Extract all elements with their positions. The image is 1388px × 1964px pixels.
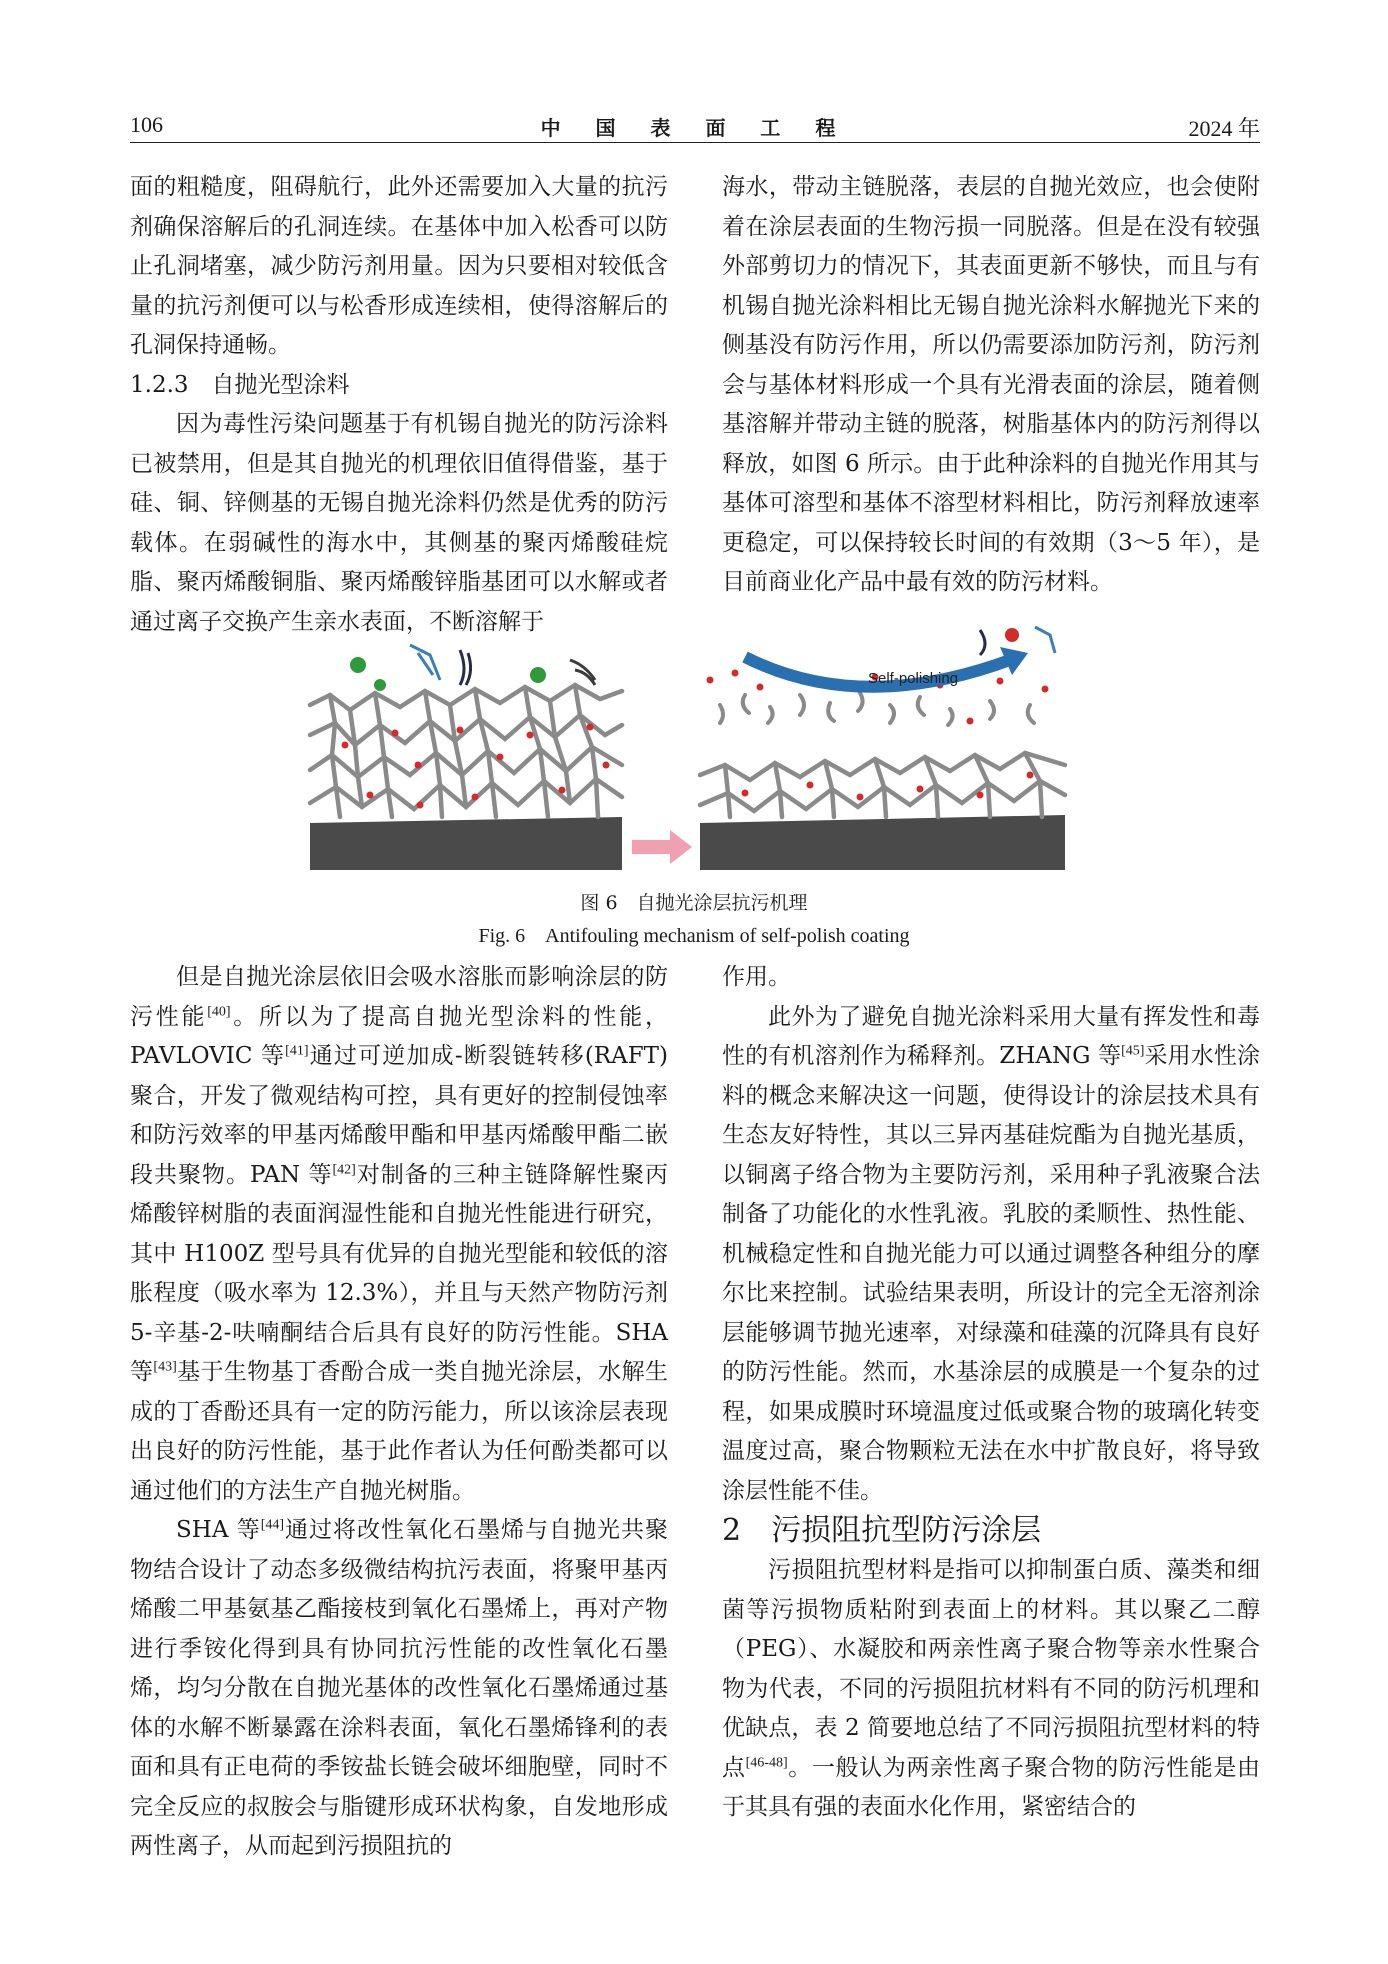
- section-heading: 2 污损阻抗型防污涂层: [722, 1513, 1042, 1548]
- text-span: 基于生物基丁香酚合成一类自抛光涂层，水解生成的丁香酚还具有一定的防污能力，所以该涂层表现出良好的防污性能，基于此作者认为任何酚类都可以通过他们的方法生产自抛光树脂。: [130, 1359, 669, 1504]
- text-span: 污损阻抗型材料是指可以抑制蛋白质、藻类和细菌等污损物质粘附到表面上的材料。其以聚乙二醇（PEG）、水凝胶和两亲性离子聚合物等亲水性聚合物为代表，不同的污损阻抗材料有不同的防污机理和优缺点，表 2 简要地总结了不同污损阻抗型材料的特点: [722, 1557, 1260, 1781]
- text-span: 但是自抛光涂层依旧会吸水溶胀而影响涂层的防污性能: [130, 964, 668, 1030]
- transition-arrow: [632, 830, 692, 864]
- released-side-groups: [720, 693, 1034, 725]
- self-polishing-label: Self-polishing: [868, 670, 959, 687]
- left-column-bottom: [130, 958, 668, 1867]
- citation: [45]: [1121, 1043, 1145, 1059]
- text-span: 。所以为了提高自抛光型涂料的性能，PAVLOVIC 等: [130, 1003, 669, 1069]
- citation: [41]: [285, 1043, 309, 1059]
- paragraph: 作用。: [722, 964, 791, 990]
- substrate-right: [700, 815, 1065, 870]
- polymer-network-left: [310, 685, 622, 817]
- text-span: 通过将改性氧化石墨烯与自抛光共聚物结合设计了动态多级微结构抗污表面，将聚甲基丙烯酸二甲基氨基乙酯接枝到氧化石墨烯上，再对产物进行季铵化得到具有协同抗污性能的改性氧化石墨烯，均匀分散在自抛光基体的改性氧化石墨烯通过基体的水解不断暴露在涂料表面，氧化石墨烯锋利的表面和具有正电荷的季铵盐长链会破坏细胞壁，同时不完全反应的叔胺会与脂键形成环状构象，自发地形成两性离子，从而起到污损阻抗的: [130, 1517, 668, 1859]
- right-column-top: [722, 168, 1260, 603]
- text-span: 采用水性涂料的概念来解决这一问题，使得设计的涂层技术具有生态友好特性，其以三异丙基硅烷酯为自抛光基质，以铜离子络合物为主要防污剂，采用种子乳液聚合法制备了功能化的水性乳液。乳胶的柔顺性、热性能、机械稳定性和自抛光能力可以通过调整各种组分的摩尔比来控制。试验结果表明，所设计的完全无溶剂涂层能够调节抛光速率，对绿藻和硅藻的沉降具有良好的防污性能。然而，水基涂层的成膜是一个复杂的过程，如果成膜时环境温度过低或聚合物的玻璃化转变温度过高，聚合物颗粒无法在水中扩散良好，将导致涂层性能不佳。: [722, 1043, 1261, 1504]
- subsection-heading: 1.2.3 自抛光型涂料: [130, 371, 350, 398]
- paragraph: 因为毒性污染问题基于有机锡自抛光的防污涂料已被禁用，但是其自抛光的机理依旧值得借鉴，基于硅、铜、锌侧基的无锡自抛光涂料仍然是优秀的防污载体。在弱碱性的海水中，其侧基的聚丙烯酸硅烷脂、聚丙烯酸铜脂、聚丙烯酸锌脂基团可以水解或者通过离子交换产生亲水表面，不断溶解于: [130, 411, 668, 635]
- polymer-network-right: [700, 753, 1065, 817]
- text-span: 通过可逆加成-断裂链转移(RAFT)聚合，开发了微观结构可控，具有更好的控制侵蚀率和防污效率的甲基丙烯酸甲酯和甲基丙烯酸甲酯二嵌段共聚物。PAN 等: [130, 1043, 668, 1188]
- substrate-left: [310, 817, 622, 870]
- figure-caption-cn: 图 6 自抛光涂层抗污机理: [580, 892, 808, 914]
- page-number: 106: [130, 112, 163, 137]
- left-column-top: [130, 168, 668, 642]
- running-header: [130, 112, 1260, 142]
- paragraph: [722, 1551, 1260, 1828]
- citation: [40]: [207, 1003, 231, 1019]
- publication-year: 2024 年: [1188, 116, 1260, 141]
- text-span: 此外为了避免自抛光涂料采用大量有挥发性和毒性的有机溶剂作为稀释剂。ZHANG 等: [722, 1003, 1260, 1069]
- citation: [42]: [332, 1161, 356, 1177]
- header-rule: [130, 142, 1260, 143]
- figure-6-diagram: [300, 625, 1070, 885]
- paragraph: 海水，带动主链脱落，表层的自抛光效应，也会使附着在涂层表面的生物污损一同脱落。但是在没有较强外部剪切力的情况下，其表面更新不够快，而且与有机锡自抛光涂料相比无锡自抛光涂料水解抛光下来的侧基没有防污作用，所以仍需要添加防污剂，防污剂会与基体材料形成一个具有光滑表面的涂层，随着侧基溶解并带动主链的脱落，树脂基体内的防污剂得以释放，如图 6 所示。由于此种涂料的自抛光作用其与基体可溶型和基体不溶型材料相比，防污剂释放速率更稳定，可以保持较长时间的有效期（3～5 年），是目前商业化产品中最有效的防污材料。: [722, 174, 1260, 595]
- citation: [46-48]: [745, 1754, 788, 1770]
- right-column-bottom: [722, 958, 1260, 1828]
- text-span: SHA 等: [176, 1517, 261, 1543]
- paragraph: 面的粗糙度，阻碍航行，此外还需要加入大量的抗污剂确保溶解后的孔洞连续。在基体中加入松香可以防止孔洞堵塞，减少防污剂用量。因为只要相对较低含量的抗污剂便可以与松香形成连续相，使得溶解后的孔洞保持通畅。: [130, 174, 668, 358]
- paragraph: [130, 1511, 668, 1867]
- text-span: 。一般认为两亲性离子聚合物的防污性能是由于其具有强的表面水化作用，紧密结合的: [722, 1754, 1261, 1820]
- text-span: 对制备的三种主链降解性聚丙烯酸锌树脂的表面润湿性能和自抛光性能进行研究，其中 H100Z 型号具有优异的自抛光型能和较低的溶胀程度（吸水率为 12.3%），并且与天然产物防污剂 5-辛基-2-呋喃酮结合后具有良好的防污性能。SHA 等: [130, 1161, 668, 1385]
- paragraph: [130, 958, 668, 1511]
- citation: [43]: [153, 1359, 177, 1375]
- citation: [44]: [260, 1517, 285, 1533]
- paragraph: [722, 998, 1260, 1512]
- figure-caption-en: Fig. 6 Antifouling mechanism of self-polish coating: [478, 925, 910, 947]
- journal-title: 中 国 表 面 工 程: [540, 116, 850, 140]
- fouling-organisms-left: [350, 645, 595, 691]
